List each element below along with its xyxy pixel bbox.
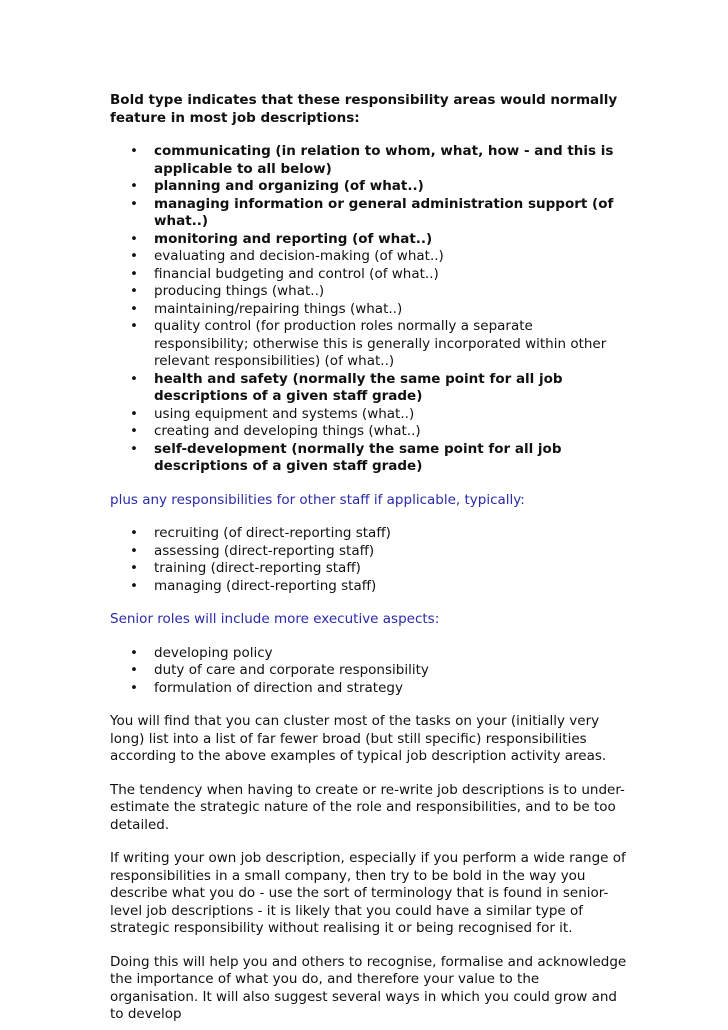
senior-responsibility-list xyxy=(110,645,630,698)
list-item: • health and safety (normally the same point for all job descriptions of a given staff grade) xyxy=(110,371,630,406)
list-item: • managing information or general administration support (of what..) xyxy=(110,196,630,231)
list-item: • recruiting (of direct-reporting staff) xyxy=(110,525,630,543)
list-item: • planning and organizing (of what..) xyxy=(110,178,630,196)
list-item: • creating and developing things (what..) xyxy=(110,423,630,441)
list-item: • maintaining/repairing things (what..) xyxy=(110,301,630,319)
body-paragraph: You will find that you can cluster most of the tasks on your (initially very long) list into a list of far fewer broad (but still specific) responsibilities according to the above examples of typical job description activity areas. xyxy=(110,713,607,764)
list-item: • developing policy xyxy=(110,645,630,663)
responsibility-list xyxy=(110,143,630,476)
list-item: • managing (direct-reporting staff) xyxy=(110,578,630,596)
list-item: • producing things (what..) xyxy=(110,283,630,301)
body-paragraph: If writing your own job description, especially if you perform a wide range of responsibilities in a small company, then try to be bold in the way you describe what you do - use the sort of terminology that is found in senior-level job descriptions - it is likely that you could have a similar type of strategic responsibility without realising it or being recognised for it. xyxy=(110,850,626,936)
document-page xyxy=(110,92,630,1024)
list-item: • monitoring and reporting (of what..) xyxy=(110,231,630,249)
list-item: • training (direct-reporting staff) xyxy=(110,560,630,578)
intro-text: Bold type indicates that these responsibility areas would normally feature in most job descriptions: xyxy=(110,92,618,126)
list-item: • duty of care and corporate responsibility xyxy=(110,662,630,680)
list-item: • assessing (direct-reporting staff) xyxy=(110,543,630,561)
list-item: • self-development (normally the same point for all job descriptions of a given staff grade) xyxy=(110,441,630,476)
staff-responsibility-list xyxy=(110,525,630,595)
list-item: • formulation of direction and strategy xyxy=(110,680,630,698)
body-paragraph: The tendency when having to create or re-write job descriptions is to under-estimate the strategic nature of the role and responsibilities, and to be too detailed. xyxy=(110,781,625,833)
senior-heading: Senior roles will include more executive aspects: xyxy=(110,611,440,627)
list-item: • using equipment and systems (what..) xyxy=(110,406,630,424)
body-paragraph: Doing this will help you and others to recognise, formalise and acknowledge the importance of what you do, and therefore your value to the organisation. It will also suggest several ways in which you could grow and to develop xyxy=(110,953,627,1022)
list-item: • financial budgeting and control (of what..) xyxy=(110,266,630,284)
staff-heading: plus any responsibilities for other staff if applicable, typically: xyxy=(110,491,525,508)
list-item: • quality control (for production roles normally a separate responsibility; otherwise this is generally incorporated within other relevant responsibilities) (of what..) xyxy=(110,318,630,371)
list-item: • communicating (in relation to whom, what, how - and this is applicable to all below) xyxy=(110,143,630,178)
list-item: • evaluating and decision-making (of what..) xyxy=(110,248,630,266)
